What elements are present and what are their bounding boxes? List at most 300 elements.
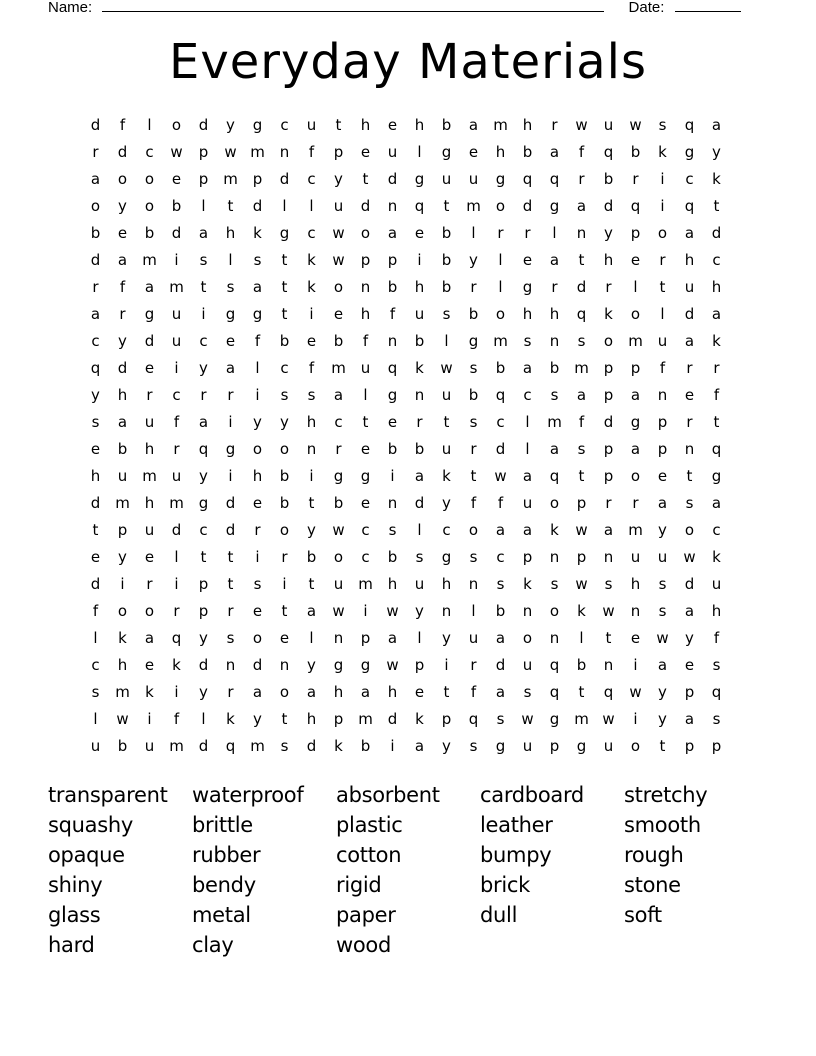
grid-row: [82, 652, 730, 679]
grid-letter: k: [145, 683, 154, 701]
grid-letter: i: [660, 170, 665, 188]
grid-letter: d: [576, 278, 587, 296]
grid-letter: e: [387, 413, 398, 431]
grid-letter: g: [225, 440, 236, 458]
grid-letter: s: [469, 548, 478, 566]
word-item: rough: [624, 843, 684, 867]
grid-letter: o: [549, 602, 560, 620]
grid-letter: o: [279, 521, 290, 539]
grid-letter: n: [630, 602, 641, 620]
grid-letter: p: [549, 737, 560, 755]
grid-letter: p: [252, 170, 263, 188]
grid-letter: t: [281, 278, 288, 296]
grid-letter: a: [711, 116, 722, 134]
grid-row: [82, 571, 730, 598]
grid-letter: w: [683, 548, 696, 566]
grid-row: [82, 274, 730, 301]
grid-letter: w: [575, 521, 588, 539]
grid-letter: s: [91, 683, 100, 701]
grid-letter: f: [119, 278, 126, 296]
grid-letter: r: [227, 602, 234, 620]
grid-letter: p: [657, 440, 668, 458]
grid-letter: a: [225, 359, 236, 377]
grid-letter: s: [469, 359, 478, 377]
grid-row: [82, 328, 730, 355]
grid-letter: t: [443, 197, 450, 215]
grid-letter: p: [117, 521, 128, 539]
grid-letter: a: [684, 710, 695, 728]
grid-row: [82, 193, 730, 220]
grid-letter: s: [469, 737, 478, 755]
grid-letter: c: [145, 143, 154, 161]
grid-letter: t: [281, 305, 288, 323]
grid-letter: l: [309, 629, 314, 647]
grid-letter: y: [253, 710, 262, 728]
grid-letter: k: [442, 467, 451, 485]
grid-letter: m: [628, 521, 643, 539]
grid-letter: e: [90, 548, 101, 566]
grid-letter: s: [712, 710, 721, 728]
grid-letter: e: [522, 251, 533, 269]
grid-letter: m: [169, 737, 184, 755]
grid-letter: m: [574, 359, 589, 377]
grid-letter: n: [225, 656, 236, 674]
grid-letter: o: [144, 197, 155, 215]
grid-letter: r: [173, 440, 180, 458]
grid-letter: o: [279, 683, 290, 701]
grid-letter: i: [282, 575, 287, 593]
grid-letter: c: [712, 251, 721, 269]
grid-row: [82, 220, 730, 247]
grid-letter: p: [684, 737, 695, 755]
grid-letter: g: [252, 116, 263, 134]
grid-letter: r: [686, 359, 693, 377]
grid-letter: c: [172, 386, 181, 404]
grid-letter: h: [711, 278, 722, 296]
grid-letter: q: [198, 440, 209, 458]
grid-letter: h: [603, 251, 614, 269]
grid-row: [82, 112, 730, 139]
grid-letter: u: [414, 575, 425, 593]
grid-letter: t: [200, 548, 207, 566]
grid-letter: a: [414, 737, 425, 755]
grid-letter: a: [387, 629, 398, 647]
grid-letter: w: [656, 629, 669, 647]
grid-letter: i: [228, 467, 233, 485]
grid-letter: a: [711, 305, 722, 323]
grid-letter: k: [334, 737, 343, 755]
grid-letter: g: [576, 737, 587, 755]
grid-letter: k: [172, 656, 181, 674]
grid-letter: n: [684, 440, 695, 458]
grid-letter: p: [414, 656, 425, 674]
grid-row: [82, 463, 730, 490]
grid-letter: u: [468, 629, 479, 647]
grid-letter: t: [227, 548, 234, 566]
date-label: Date:: [628, 0, 665, 16]
grid-letter: f: [308, 143, 315, 161]
grid-letter: a: [603, 521, 614, 539]
grid-letter: t: [308, 575, 315, 593]
grid-letter: k: [658, 143, 667, 161]
grid-letter: h: [522, 116, 533, 134]
grid-letter: a: [198, 224, 209, 242]
grid-letter: d: [684, 575, 695, 593]
grid-letter: s: [388, 521, 397, 539]
grid-letter: g: [549, 197, 560, 215]
word-item: glass: [48, 903, 101, 927]
grid-letter: a: [684, 332, 695, 350]
grid-letter: i: [660, 197, 665, 215]
grid-letter: d: [90, 251, 101, 269]
grid-letter: y: [658, 521, 667, 539]
grid-letter: y: [307, 521, 316, 539]
grid-letter: d: [414, 494, 425, 512]
grid-letter: u: [684, 278, 695, 296]
date-blank: [675, 0, 741, 12]
grid-letter: y: [415, 602, 424, 620]
grid-letter: h: [549, 305, 560, 323]
grid-row: [82, 517, 730, 544]
grid-letter: l: [309, 197, 314, 215]
grid-letter: f: [173, 710, 180, 728]
grid-letter: o: [360, 224, 371, 242]
grid-letter: f: [659, 359, 666, 377]
grid-letter: n: [441, 602, 452, 620]
grid-letter: d: [198, 656, 209, 674]
word-item: opaque: [48, 843, 125, 867]
grid-letter: n: [279, 143, 290, 161]
word-item: brittle: [192, 813, 253, 837]
grid-letter: b: [171, 197, 182, 215]
grid-letter: m: [169, 494, 184, 512]
grid-letter: c: [199, 332, 208, 350]
grid-letter: w: [575, 575, 588, 593]
grid-letter: f: [308, 359, 315, 377]
name-blank: [102, 0, 604, 12]
grid-letter: m: [115, 494, 130, 512]
grid-letter: y: [226, 116, 235, 134]
header: [48, 0, 748, 20]
grid-letter: w: [602, 710, 615, 728]
grid-letter: h: [387, 683, 398, 701]
grid-letter: t: [227, 575, 234, 593]
grid-letter: s: [496, 575, 505, 593]
word-item: squashy: [48, 813, 134, 837]
grid-letter: m: [331, 359, 346, 377]
grid-letter: m: [223, 170, 238, 188]
grid-letter: b: [117, 440, 128, 458]
grid-letter: t: [659, 737, 666, 755]
word-item: rigid: [336, 873, 382, 897]
grid-letter: l: [633, 278, 638, 296]
grid-letter: p: [198, 143, 209, 161]
grid-letter: e: [252, 602, 263, 620]
grid-letter: s: [415, 548, 424, 566]
grid-letter: t: [362, 170, 369, 188]
grid-letter: k: [604, 305, 613, 323]
grid-letter: g: [495, 170, 506, 188]
grid-letter: o: [522, 629, 533, 647]
grid-letter: u: [333, 197, 344, 215]
grid-letter: c: [496, 548, 505, 566]
grid-letter: a: [549, 251, 560, 269]
grid-letter: l: [93, 710, 98, 728]
word-item: soft: [624, 903, 662, 927]
grid-letter: b: [495, 359, 506, 377]
grid-letter: k: [712, 548, 721, 566]
grid-letter: u: [603, 737, 614, 755]
grid-letter: p: [657, 413, 668, 431]
grid-letter: p: [630, 224, 641, 242]
grid-letter: s: [577, 440, 586, 458]
grid-letter: t: [470, 467, 477, 485]
grid-letter: s: [199, 251, 208, 269]
grid-letter: n: [549, 629, 560, 647]
grid-letter: d: [171, 521, 182, 539]
grid-letter: o: [657, 224, 668, 242]
grid-letter: n: [387, 494, 398, 512]
grid-letter: d: [252, 656, 263, 674]
grid-letter: w: [332, 251, 345, 269]
grid-letter: t: [281, 710, 288, 728]
grid-letter: w: [575, 116, 588, 134]
grid-letter: i: [255, 548, 260, 566]
grid-letter: h: [333, 683, 344, 701]
grid-letter: t: [92, 521, 99, 539]
grid-letter: i: [390, 737, 395, 755]
grid-letter: i: [309, 305, 314, 323]
grid-letter: a: [90, 305, 101, 323]
grid-letter: q: [549, 467, 560, 485]
grid-letter: i: [174, 359, 179, 377]
grid-row: [82, 706, 730, 733]
grid-letter: c: [442, 521, 451, 539]
grid-letter: p: [711, 737, 722, 755]
grid-letter: h: [306, 710, 317, 728]
grid-letter: g: [549, 710, 560, 728]
grid-letter: p: [387, 251, 398, 269]
grid-letter: l: [498, 251, 503, 269]
grid-letter: s: [604, 575, 613, 593]
grid-row: [82, 733, 730, 760]
word-item: stretchy: [624, 783, 708, 807]
grid-letter: u: [522, 656, 533, 674]
grid-letter: r: [632, 494, 639, 512]
grid-letter: l: [417, 629, 422, 647]
grid-letter: y: [199, 467, 208, 485]
grid-letter: d: [90, 116, 101, 134]
grid-letter: b: [387, 440, 398, 458]
grid-letter: p: [603, 359, 614, 377]
grid-letter: a: [630, 440, 641, 458]
grid-letter: h: [414, 278, 425, 296]
word-item: stone: [624, 873, 681, 897]
grid-letter: g: [441, 143, 452, 161]
grid-letter: i: [309, 467, 314, 485]
grid-letter: h: [144, 494, 155, 512]
grid-letter: u: [144, 413, 155, 431]
grid-letter: p: [333, 710, 344, 728]
word-item: bumpy: [480, 843, 552, 867]
grid-letter: c: [307, 224, 316, 242]
grid-row: [82, 247, 730, 274]
grid-letter: k: [577, 602, 586, 620]
grid-row: [82, 490, 730, 517]
grid-letter: s: [226, 629, 235, 647]
grid-letter: p: [441, 710, 452, 728]
grid-letter: e: [171, 170, 182, 188]
grid-row: [82, 436, 730, 463]
grid-letter: o: [333, 278, 344, 296]
grid-letter: w: [521, 710, 534, 728]
grid-letter: f: [92, 602, 99, 620]
grid-letter: i: [390, 467, 395, 485]
grid-letter: f: [578, 143, 585, 161]
grid-letter: i: [174, 251, 179, 269]
grid-letter: w: [629, 683, 642, 701]
grid-letter: k: [415, 710, 424, 728]
grid-letter: o: [279, 440, 290, 458]
grid-letter: r: [146, 575, 153, 593]
grid-letter: l: [471, 602, 476, 620]
grid-letter: q: [171, 629, 182, 647]
grid-letter: t: [443, 683, 450, 701]
grid-letter: h: [711, 602, 722, 620]
grid-letter: h: [684, 251, 695, 269]
grid-letter: o: [630, 305, 641, 323]
grid-letter: h: [495, 143, 506, 161]
grid-letter: m: [466, 197, 481, 215]
grid-letter: g: [441, 548, 452, 566]
grid-letter: s: [523, 683, 532, 701]
grid-letter: d: [603, 413, 614, 431]
word-list: [48, 780, 768, 960]
grid-letter: e: [252, 494, 263, 512]
grid-letter: s: [658, 602, 667, 620]
name-label: Name:: [48, 0, 93, 16]
grid-letter: b: [441, 251, 452, 269]
grid-letter: s: [685, 494, 694, 512]
grid-letter: s: [496, 710, 505, 728]
grid-letter: u: [144, 737, 155, 755]
page-title: Everyday Materials: [169, 34, 647, 90]
grid-letter: p: [360, 629, 371, 647]
grid-letter: f: [173, 413, 180, 431]
grid-letter: m: [574, 710, 589, 728]
grid-letter: a: [495, 521, 506, 539]
grid-letter: w: [629, 116, 642, 134]
grid-letter: a: [144, 629, 155, 647]
grid-letter: o: [117, 170, 128, 188]
grid-letter: m: [142, 251, 157, 269]
grid-letter: b: [414, 440, 425, 458]
grid-letter: l: [525, 413, 530, 431]
grid-letter: t: [713, 197, 720, 215]
grid-letter: s: [550, 386, 559, 404]
grid-letter: d: [144, 332, 155, 350]
grid-letter: t: [686, 467, 693, 485]
grid-letter: n: [549, 548, 560, 566]
grid-letter: d: [90, 494, 101, 512]
grid-letter: r: [146, 386, 153, 404]
grid-letter: e: [630, 251, 641, 269]
grid-letter: w: [602, 602, 615, 620]
grid-letter: b: [387, 278, 398, 296]
grid-letter: l: [417, 521, 422, 539]
grid-letter: r: [227, 683, 234, 701]
word-item: bendy: [192, 873, 256, 897]
grid-letter: c: [712, 521, 721, 539]
word-item: cotton: [336, 843, 402, 867]
grid-letter: n: [603, 548, 614, 566]
grid-letter: m: [547, 413, 562, 431]
grid-letter: b: [522, 143, 533, 161]
grid-letter: s: [91, 413, 100, 431]
grid-letter: d: [198, 116, 209, 134]
grid-letter: g: [333, 467, 344, 485]
grid-letter: a: [252, 278, 263, 296]
grid-letter: a: [630, 386, 641, 404]
grid-letter: m: [628, 332, 643, 350]
grid-row: [82, 139, 730, 166]
grid-letter: r: [686, 413, 693, 431]
grid-letter: q: [468, 710, 479, 728]
grid-letter: a: [684, 224, 695, 242]
grid-letter: p: [576, 548, 587, 566]
word-item: smooth: [624, 813, 701, 837]
grid-letter: m: [250, 143, 265, 161]
grid-letter: r: [497, 224, 504, 242]
grid-letter: e: [414, 224, 425, 242]
grid-letter: q: [603, 683, 614, 701]
word-item: absorbent: [336, 783, 440, 807]
grid-letter: q: [549, 656, 560, 674]
grid-letter: q: [549, 683, 560, 701]
grid-letter: b: [279, 332, 290, 350]
grid-letter: n: [387, 332, 398, 350]
grid-letter: d: [306, 737, 317, 755]
word-item: cardboard: [480, 783, 584, 807]
grid-letter: i: [174, 683, 179, 701]
grid-letter: o: [603, 332, 614, 350]
grid-letter: i: [633, 710, 638, 728]
grid-letter: b: [306, 548, 317, 566]
word-column: [624, 780, 768, 960]
grid-letter: y: [658, 683, 667, 701]
grid-letter: b: [414, 332, 425, 350]
grid-letter: f: [578, 413, 585, 431]
grid-letter: m: [250, 737, 265, 755]
grid-letter: r: [200, 386, 207, 404]
grid-letter: c: [685, 170, 694, 188]
grid-letter: b: [90, 224, 101, 242]
grid-letter: f: [713, 629, 720, 647]
grid-row: [82, 598, 730, 625]
grid-letter: r: [416, 413, 423, 431]
grid-letter: b: [117, 737, 128, 755]
grid-letter: w: [224, 143, 237, 161]
grid-letter: p: [630, 359, 641, 377]
grid-letter: s: [523, 332, 532, 350]
grid-letter: s: [280, 386, 289, 404]
grid-letter: c: [361, 521, 370, 539]
grid-letter: d: [252, 197, 263, 215]
grid-letter: t: [200, 278, 207, 296]
grid-letter: h: [144, 440, 155, 458]
grid-letter: l: [525, 440, 530, 458]
grid-letter: q: [576, 305, 587, 323]
